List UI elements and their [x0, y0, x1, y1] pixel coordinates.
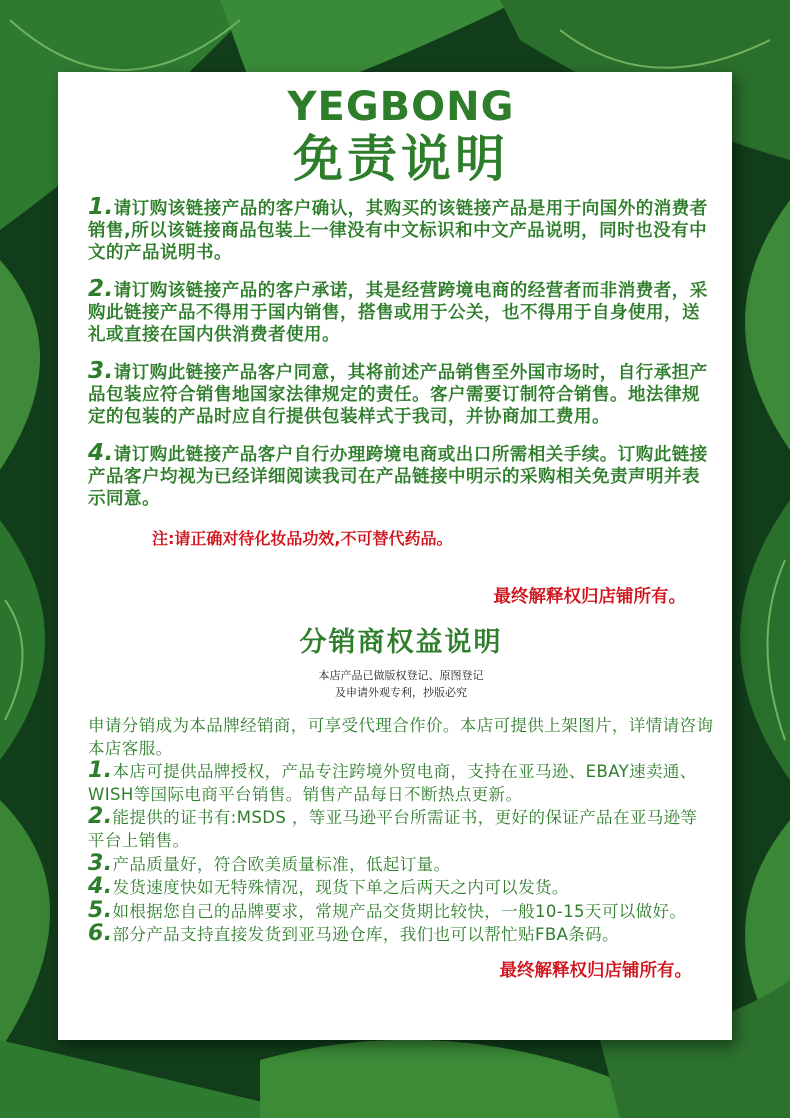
benefit-item-3: 3.产品质量好，符合欧美质量标准，低起订量。	[88, 850, 451, 876]
disclaimer-item-4: 4.请订购此链接产品客户自行办理跨境电商或出口所需相关手续。订购此链接产品客户均视为已经详细阅读我司在产品链接中明示的采购相关免责声明并表示同意。	[88, 440, 708, 509]
disclaimer-title: 免责说明	[293, 130, 509, 188]
final-interpretation-2: 最终解释权归店铺所有。	[499, 960, 692, 981]
disclaimer-item-1: 1.请订购该链接产品的客户确认，其购买的该链接产品是用于向国外的消费者销售,所以该链接商品包装上一律没有中文标识和中文产品说明，同时也没有中文的产品说明书。	[88, 194, 708, 263]
disclaimer-item-2: 2.请订购该链接产品的客户承诺，其是经营跨境电商的经营者而非消费者，采购此链接产品不得用于国内销售，搭售或用于公关，也不得用于自身使用，送礼或直接在国内供消费者使用。	[88, 276, 708, 345]
cosmetics-note: 注:请正确对待化妆品功效,不可替代药品。	[152, 529, 453, 548]
benefit-item-4: 4.发货速度快如无特殊情况，现货下单之后两天之内可以发货。	[88, 874, 569, 900]
final-interpretation-1: 最终解释权归店铺所有。	[493, 587, 686, 607]
distributor-title: 分销商权益说明	[299, 627, 503, 658]
benefit-item-5: 5.如根据您自己的品牌要求，常规产品交货期比较快，一般10-15天可以做好。	[88, 897, 687, 923]
disclaimer-item-3: 3.请订购此链接产品客户同意，其将前述产品销售至外国市场时，自行承担产品包装应符合销售地国家法律规定的责任。客户需要订制符合销售。地法律规定的包装的产品时应自行提供包装样式于我司，并协商加工费用。	[88, 358, 708, 427]
distributor-intro: 申请分销成为本品牌经销商，可享受代理合作价。本店可提供上架图片，详情请咨询本店客服。	[88, 716, 714, 758]
benefit-item-1: 1.本店可提供品牌授权，产品专注跨境外贸电商，支持在亚马逊、EBAY速卖通、WISH等国际电商平台销售。销售产品每日不断热点更新。	[88, 758, 697, 804]
benefit-item-6: 6.部分产品支持直接发货到亚马逊仓库，我们也可以帮忙贴FBA条码。	[88, 921, 619, 947]
document-card	[58, 72, 732, 1040]
brand-name: YEGBONG	[287, 84, 515, 130]
copyright-note: 本店产品已做版权登记、原图登记 及申请外观专利，抄版必究	[318, 669, 484, 699]
benefit-item-2: 2.能提供的证书有:MSDS ，等亚马逊平台所需证书，更好的保证产品在亚马逊等平台上销售。	[88, 804, 698, 850]
